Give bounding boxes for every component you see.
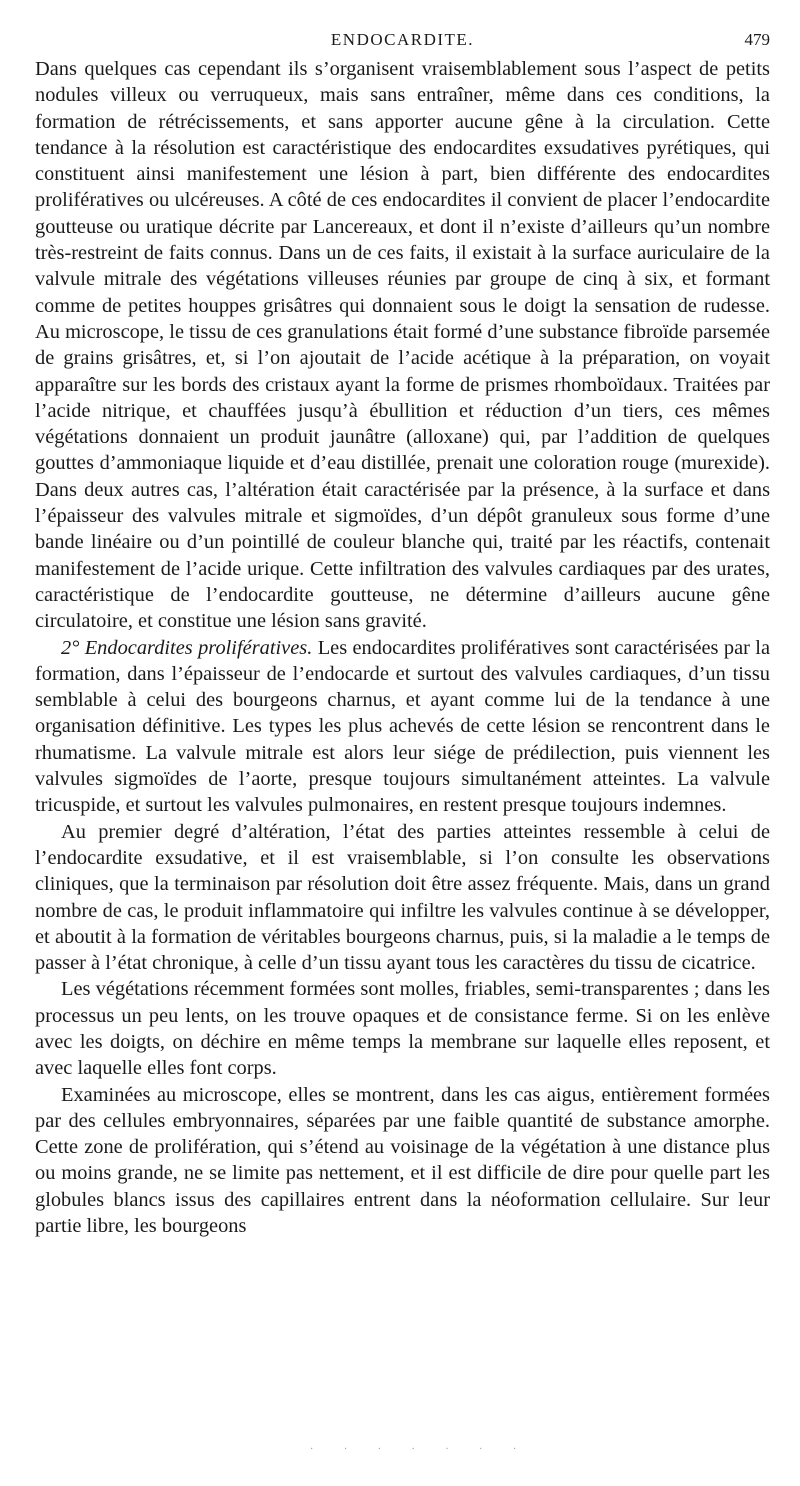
paragraph [35,635,770,819]
paragraph [35,56,770,635]
paragraph [35,1082,770,1240]
running-head [35,30,770,56]
page [35,30,770,1239]
paragraph-text: Les endocardites prolifératives sont caractérisées par la formation, dans l’épaisseur de l’endocarde et surtout des valvules cardiaques, d’un tissu semblable à celui des bourgeons charnus, et ayant comme lui de la tendance à une organisation définitive. Les types les plus achevés de cette lésion se rencontrent dans le rhumatisme. La valvule mitrale est alors leur siége de prédilection, puis viennent les valvules sigmoïdes de l’aorte, presque toujours simultanément atteintes. La valvule tricuspide, et surtout les valvules pulmonaires, en restent presque toujours indemnes. [35,636,770,817]
running-title: ENDOCARDITE. [330,30,475,49]
body-text [35,56,770,1239]
print-specks: · · · · · · · [310,1444,531,1455]
page-number: 479 [744,30,770,49]
paragraph-text: Examinées au microscope, elles se montrent, dans les cas aigus, entièrement formées par des cellules embryonnaires, séparées par une faible quantité de substance amorphe. Cette zone de prolifération, qui s’étend au voisinage de la végétation à une distance plus ou moins grande, ne se limite pas nettement, et il est difficile de dire pour quelle part les globules blancs issus des capillaires entrent dans la néoformation cellulaire. Sur leur partie libre, les bourgeons [35,1083,770,1238]
paragraph-text: Dans quelques cas cependant ils s’organisent vraisemblablement sous l’aspect de petits nodules villeux ou verruqueux, mais sans entraîner, même dans ces conditions, la formation de rétrécissements, et sans apporter aucune gêne à la circulation. Cette tendance à la résolution est caractéristique des endocardites exsudatives pyrétiques, qui constituent ainsi manifestement une lésion à part, bien différente des endocardites prolifératives ou ulcéreuses. A côté de ces endocardites il convient de placer l’endocardite goutteuse ou uratique décrite par Lancereaux, et dont il n’existe d’ailleurs qu’un nombre très-restreint de faits connus. Dans un de ces faits, il existait à la surface auriculaire de la valvule mitrale des végétations villeuses réunies par groupe de cinq à six, et formant comme de petites houppes grisâtres qui donnaient sous le doigt la sensation de rudesse. Au microscope, le tissu de ces granulations était formé d’une substance fibroïde parsemée de grains grisâtres, et, si l’on ajoutait de l’acide acétique à la préparation, on voyait apparaître sur les bords des cristaux ayant la forme de prismes rhomboïdaux. Traitées par l’acide nitrique, et chauffées jusqu’à ébullition et réduction d’un tiers, ces mêmes végétations donnaient un produit jaunâtre (alloxane) qui, par l’addition de quelques gouttes d’ammoniaque liquide et d’eau distillée, prenait une coloration rouge (murexide). Dans deux autres cas, l’altération était caractérisée par la présence, à la surface et dans l’épaisseur des valvules mitrale et sigmoïdes, d’un dépôt granuleux sous forme d’une bande linéaire ou d’un pointillé de couleur blanche qui, traité par les réactifs, contenait manifestement de l’acide urique. Cette infiltration des valvules cardiaques par des urates, caractéristique de l’endocardite goutteuse, ne détermine d’ailleurs aucune gêne circulatoire, et constitue une lésion sans gravité. [35,58,770,633]
paragraph-text: Les végétations récemment formées sont molles, friables, semi-transparentes ; dans les processus un peu lents, on les trouve opaques et de consistance ferme. Si on les enlève avec les doigts, on déchire en même temps la membrane sur laquelle elles reposent, et avec laquelle elles font corps. [35,978,770,1080]
paragraph [35,819,770,977]
paragraph [35,976,770,1081]
paragraph-text: Au premier degré d’altération, l’état des parties atteintes ressemble à celui de l’endocardite exsudative, et il est vraisemblable, si l’on consulte les observations cliniques, que la terminaison par résolution doit être assez fréquente. Mais, dans un grand nombre de cas, le produit inflammatoire qui infiltre les valvules continue à se développer, et aboutit à la formation de véritables bourgeons charnus, puis, si la maladie a le temps de passer à l’état chronique, à celle d’un tissu ayant tous les caractères du tissu de cicatrice. [35,820,770,975]
section-heading: 2° Endocardites prolifératives. [61,636,313,659]
